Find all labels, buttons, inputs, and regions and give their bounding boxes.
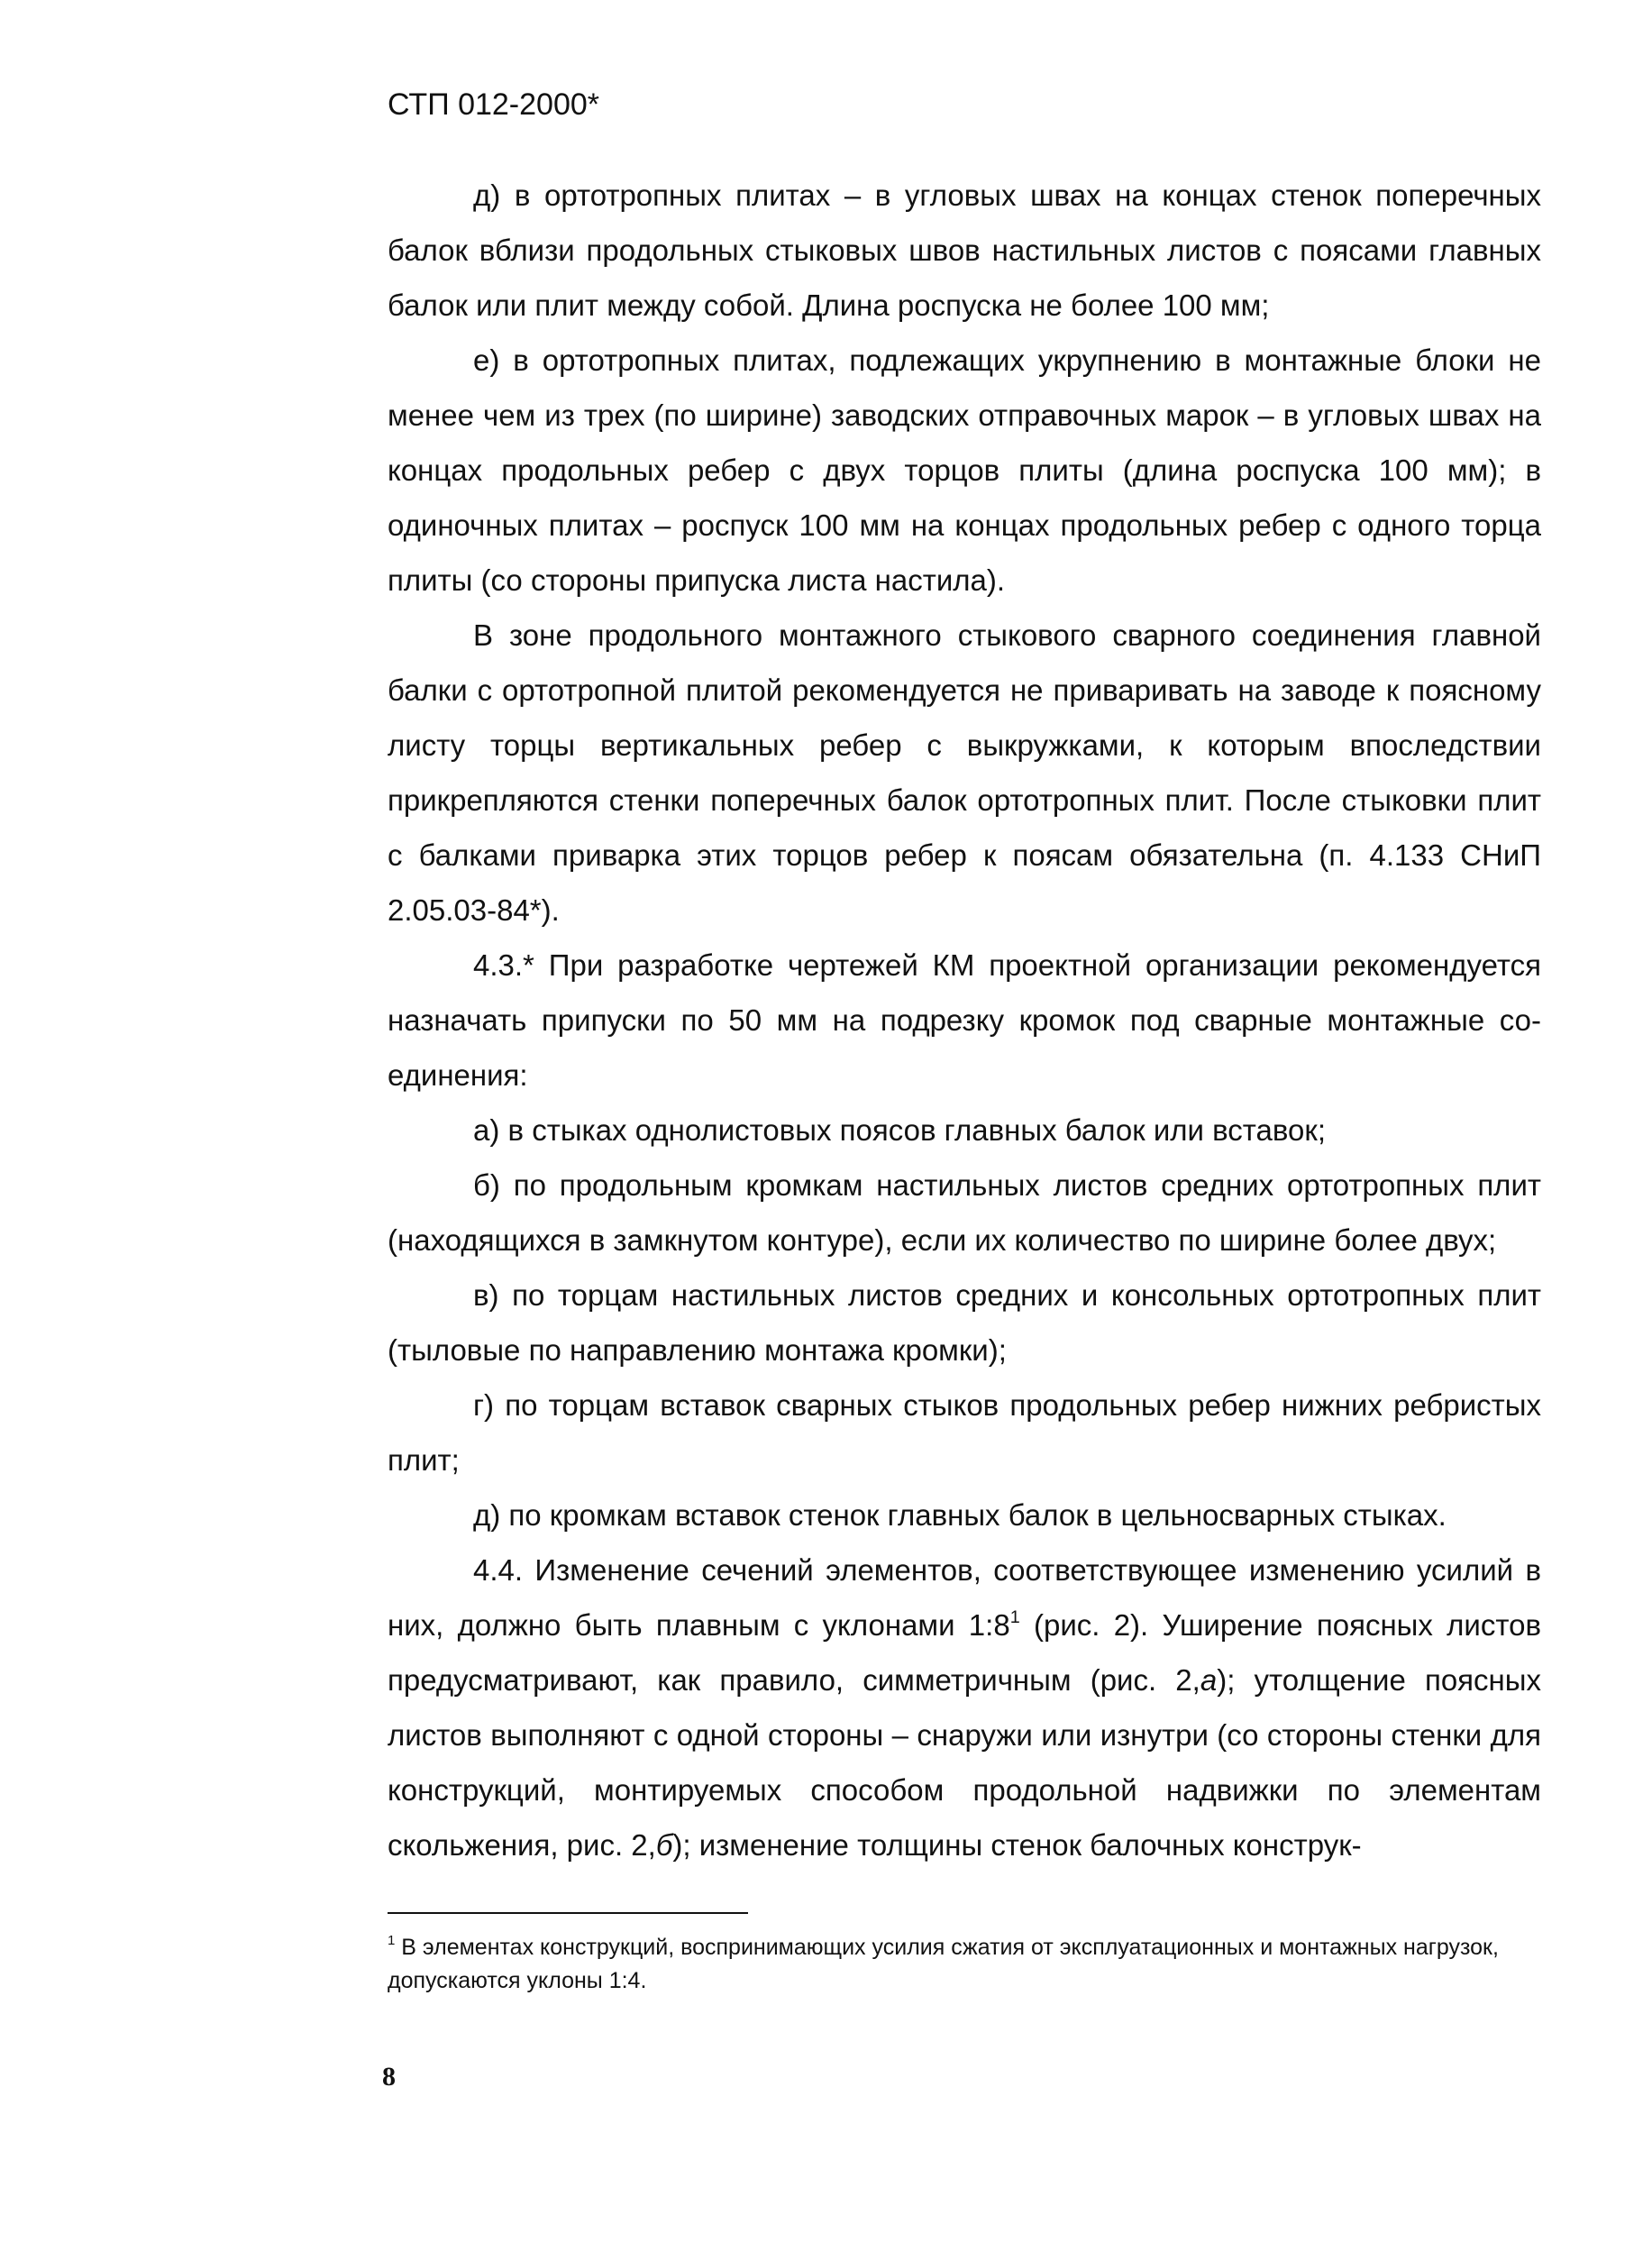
paragraph-4-4-section-changes	[388, 1543, 1541, 1872]
figure-ref-a: а	[1200, 1663, 1218, 1697]
body-text	[388, 168, 1541, 1872]
paragraph-e-orthotropic-blocks: е) в ортотропных плитах, подлежащих укрупнению в монтажные блоки не менее чем из трех (по ширине) заводских отправочных марок – в угловых швах на концах продольных ребер с двух торцов плиты (длина роспуска 100 мм); в одиночных плитах – роспуск 100 мм на концах продольных ребер с одного торца плиты (со стороны припуска листа настила).	[388, 343, 1541, 597]
paragraph-4-4-part4: ); изменение толщины стенок балочных конструк-	[672, 1828, 1362, 1862]
document-code-header: СТП 012-2000*	[388, 87, 599, 122]
paragraph-d-orthotropic-corner-welds: д) в ортотропных плитах – в угловых швах на концах стенок поперечных балок вблизи продольных стыковых швов настильных листов с поясами главных балок или плит между собой. Длина роспуска не более 100 мм;	[388, 179, 1541, 322]
list-item-d: д) по кромкам вставок стенок главных балок в цельносварных стыках.	[473, 1498, 1447, 1532]
footnote-divider	[388, 1912, 748, 1914]
list-item-b: б) по продольным кромкам настильных листов средних ортотропных плит (находящихся в замкнутом контуре), если их количество по ширине более двух;	[388, 1168, 1541, 1257]
footnote-reference: 1	[1009, 1607, 1020, 1628]
list-item-g: г) по торцам вставок сварных стыков продольных ребер нижних ребристых плит;	[388, 1388, 1541, 1477]
list-item-v: в) по торцам настильных листов средних и консольных ортотропных плит (тыловые по направлению монтажа кромки);	[388, 1278, 1541, 1367]
list-item-a: а) в стыках однолистовых поясов главных балок или вставок;	[473, 1113, 1326, 1147]
paragraph-4-3-allowances: 4.3.* При разработке чертежей КМ проектной организации рекомендуется назначать припуски по 50 мм на подрезку кромок под сварные монтажные соединения:	[388, 948, 1541, 1092]
paragraph-4-4-part1: 4.4. Изменение сечений элементов, соответствующее изменению усилий в них, должно быть плавным с уклонами 1:8	[388, 1553, 1541, 1642]
figure-ref-b: б	[655, 1828, 673, 1862]
paragraph-longitudinal-joint-zone: В зоне продольного монтажного стыкового сварного соединения главной балки с ортотропной плитой рекомендуется не приваривать на заводе к поясному листу торцы вертикальных ребер с выкружками, к которым впоследствии прикрепляются стенки поперечных балок ортотропных плит. После стыковки плит с балками приварка этих торцов ребер к поясам обязательна (п. 4.133 СНиП 2.05.03-84*).	[388, 618, 1541, 927]
page-number: 8	[382, 2062, 396, 2092]
footnote	[388, 1931, 1541, 1998]
paragraph-4-4-part2: (рис. 2). Уширение поясных листов предусматривают, как правило, симметричным (рис. 2,	[388, 1608, 1541, 1697]
footnote-text: В элементах конструкций, воспринимающих усилия сжатия от эксплуатационных и монтажных нагрузок, допускаются уклоны 1:4.	[388, 1935, 1499, 1993]
paragraph-4-4-part3: ); утолщение поясных листов выполняют с одной стороны – снаружи или изнутри (со стороны стенки для конструкций, монтируемых способом продольной надвижки по элементам скольжения, рис. 2,	[388, 1663, 1541, 1862]
footnote-marker: 1	[388, 1933, 396, 1949]
